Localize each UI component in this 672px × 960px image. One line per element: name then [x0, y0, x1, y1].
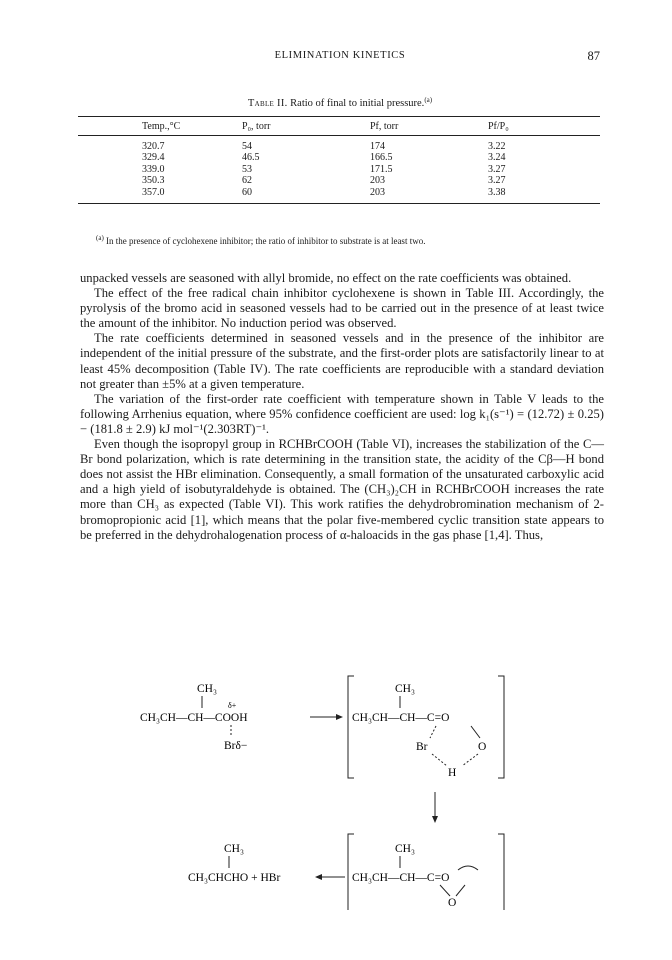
reactant-chain: CH₃CH—CH—COOH — [140, 712, 248, 724]
col-header-ratio: Pf/P₀ — [488, 117, 600, 136]
table-footnote — [96, 236, 425, 246]
cell: 357.0 — [78, 187, 242, 204]
ts-methyl: CH₃ — [395, 683, 415, 695]
cell: 3.38 — [488, 187, 600, 204]
cell: 54 — [242, 141, 252, 152]
product-methyl: CH₃ — [224, 843, 244, 855]
cell: 350.3 — [142, 175, 165, 187]
ts-h-br-bond — [432, 754, 447, 766]
reaction-scheme-svg — [140, 670, 540, 910]
table-row — [78, 187, 600, 204]
table-header-row — [78, 117, 600, 136]
int-chain: CH₃CH—CH—C=O — [352, 872, 450, 884]
cell: 53 — [242, 163, 252, 175]
int-curved-arrow — [458, 866, 478, 870]
reaction-scheme — [140, 670, 540, 910]
ts-hydrogen: H — [448, 767, 457, 779]
ts-o-bond — [471, 726, 480, 738]
cell: 62 — [242, 175, 252, 187]
page-header — [80, 50, 600, 64]
table-row — [78, 175, 600, 186]
cell: 329.4 — [142, 152, 165, 164]
paragraph: The effect of the free radical chain inhibitor cyclohexene is shown in Table III. Accordingly, the pyrolysis of the bromo acid in seasoned vessels had to be carried out in the presence of at least twice the amount of the inhibitor. No induction period was observed. — [80, 286, 604, 331]
cell: 3.22 — [488, 141, 506, 152]
table-label: Table II. — [247, 98, 288, 109]
int-epoxide-left — [440, 885, 450, 896]
page-number: 87 — [587, 49, 600, 63]
running-head: ELIMINATION KINETICS — [274, 50, 406, 61]
ts-h-o-bond — [462, 754, 478, 766]
delta-plus: δ+ — [228, 701, 237, 710]
int-bracket-right — [498, 834, 504, 910]
footnote-text: In the presence of cyclohexene inhibitor; the ratio of inhibitor to substrate is at least two. — [106, 236, 426, 246]
ts-bromine: Br — [416, 741, 428, 753]
int-oxygen: O — [448, 897, 457, 909]
col-header-pf: Pf, torr — [370, 117, 488, 136]
reactant-methyl: CH₃ — [197, 683, 217, 695]
table-title: Ratio of final to initial pressure. — [290, 98, 425, 109]
paragraph: unpacked vessels are seasoned with allyl bromide, no effect on the rate coefficients was obtained. — [80, 271, 572, 285]
cell: 203 — [370, 187, 488, 204]
cell: 203 — [370, 175, 385, 187]
paragraph: Even though the isopropyl group in RCHBrCOOH (Table VI), increases the stabilization of the C—Br bond polarization, which is rate determining in the transition state, the acidity of the Cβ—H bond does not assist the HBr elimination. Consequently, a small formation of the unsaturated carboxylic acid and a high yield of isobutyraldehyde is obtained. The (CH₃)₂CH in RCHBrCOOH increases the rate more than CH₃ as expected (Table VI). This work ratifies the dehydrobromination mechanism of 2-bromopropionic acid [1], which means that the polar five-membered cyclic transition state appears to be preferred in the dehydrohalogenation process of α-haloacids in the gas phase [1,4]. Thus, — [80, 437, 604, 542]
table-row — [78, 164, 600, 175]
table-row — [78, 152, 600, 163]
col-header-p0: P₀, torr — [242, 117, 370, 136]
ts-bracket-left — [348, 676, 354, 778]
product-text: CH₃CHCHO + HBr — [188, 872, 281, 884]
cell: 3.27 — [488, 163, 506, 175]
cell: 46.5 — [242, 152, 260, 164]
ts-oxygen: O — [478, 741, 487, 753]
table-row — [78, 136, 600, 153]
reactant-bromine: Brδ− — [224, 740, 248, 752]
cell: 60 — [242, 187, 370, 204]
down-arrow-head — [432, 816, 438, 823]
col-header-temp: Temp.,°C — [78, 117, 242, 136]
footnote-mark: (a) — [96, 234, 104, 242]
backward-arrow-head — [315, 874, 322, 880]
cell: 320.7 — [142, 141, 165, 152]
data-table — [78, 116, 600, 204]
ts-br-bond — [430, 726, 436, 738]
paragraph: The variation of the first-order rate coefficient with temperature shown in Table V leads to the following Arrhenius equation, where 95% confidence coefficient are used: log k₁(s⁻¹) = (12.72) ± 0.25) − (181.8 ± 2.9) kJ mol⁻¹(2.303RT)⁻¹. — [80, 391, 604, 436]
forward-arrow-head — [336, 714, 343, 720]
table-caption — [80, 98, 600, 109]
ts-chain: CH₃CH—CH—C=O — [352, 712, 450, 724]
paragraph: The rate coefficients determined in seasoned vessels and in the presence of the inhibitor are independent of the initial pressure of the substrate, and the first-order plots are satisfactorily linear to at least 45% decomposition (Table IV). The rate coefficients are reproducible with a standard deviation not greater than ±5% at a given temperature. — [80, 331, 604, 391]
int-methyl: CH₃ — [395, 843, 415, 855]
cell: 166.5 — [370, 152, 393, 164]
cell: 3.27 — [488, 175, 506, 187]
cell: 3.24 — [488, 152, 506, 164]
int-epoxide-right — [456, 885, 465, 896]
cell: 339.0 — [142, 163, 165, 175]
table-note-mark: (a) — [424, 96, 433, 104]
body-text — [80, 271, 604, 543]
cell: 171.5 — [370, 163, 393, 175]
ts-bracket-right — [498, 676, 504, 778]
cell: 174 — [370, 141, 385, 152]
